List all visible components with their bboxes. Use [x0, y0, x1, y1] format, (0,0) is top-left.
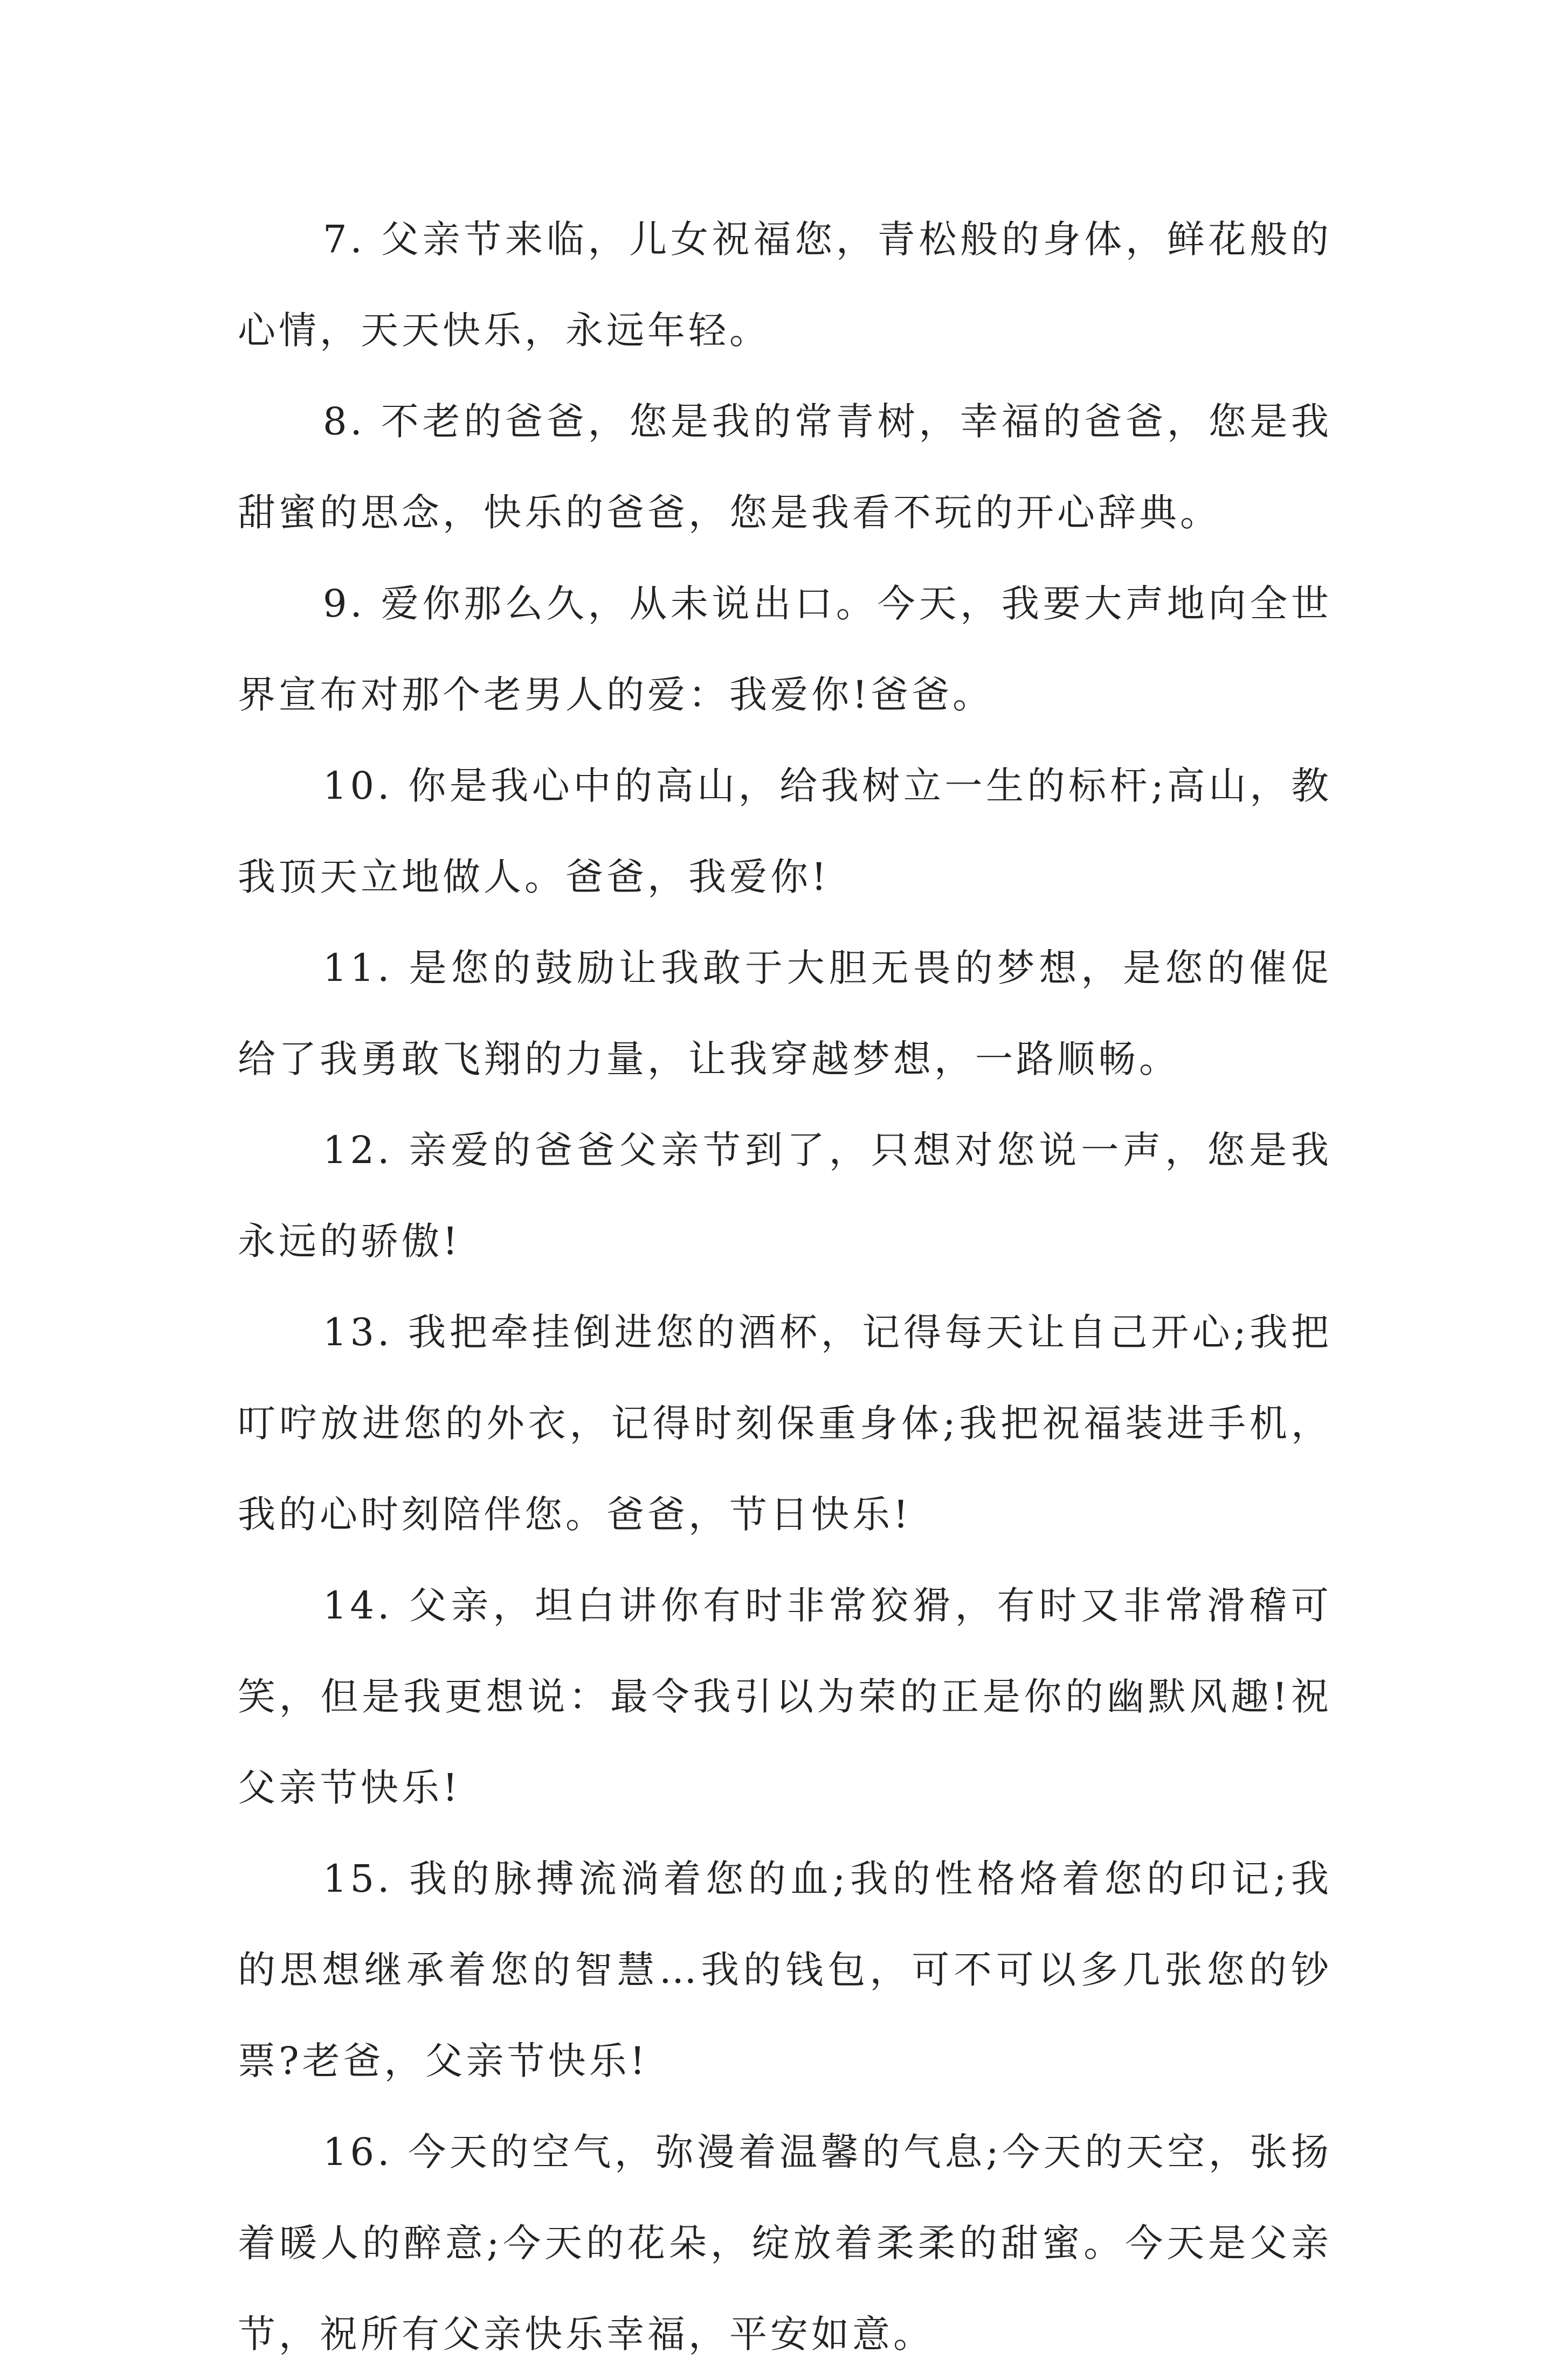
- paragraph-10: 10. 你是我心中的高山，给我树立一生的标杆;高山，教我顶天立地做人。爸爸，我爱你!: [238, 764, 1332, 899]
- paragraph-11: 11. 是您的鼓励让我敢于大胆无畏的梦想，是您的催促给了我勇敢飞翔的力量，让我穿越梦想，一路顺畅。: [238, 946, 1332, 1081]
- paragraph-15: 15. 我的脉搏流淌着您的血;我的性格烙着您的印记;我的思想继承着您的智慧…我的钱包，可不可以多几张您的钞票?老爸，父亲节快乐!: [238, 1857, 1332, 2083]
- paragraph-9: 9. 爱你那么久，从未说出口。今天，我要大声地向全世界宣布对那个老男人的爱：我爱你!爸爸。: [238, 582, 1332, 717]
- paragraph-16: 16. 今天的空气，弥漫着温馨的气息;今天的天空，张扬着暖人的醉意;今天的花朵，绽放着柔柔的甜蜜。今天是父亲节，祝所有父亲快乐幸福，平安如意。: [238, 2130, 1332, 2356]
- document-body: [238, 194, 1332, 2380]
- paragraph-8: 8. 不老的爸爸，您是我的常青树，幸福的爸爸，您是我甜蜜的思念，快乐的爸爸，您是我看不玩的开心辞典。: [238, 399, 1332, 535]
- paragraph-12: 12. 亲爱的爸爸父亲节到了，只想对您说一声，您是我永远的骄傲!: [238, 1128, 1332, 1263]
- paragraph-13: 13. 我把牵挂倒进您的酒杯，记得每天让自己开心;我把叮咛放进您的外衣，记得时刻保重身体;我把祝福装进手机，我的心时刻陪伴您。爸爸，节日快乐!: [238, 1310, 1332, 1537]
- paragraph-14: 14. 父亲，坦白讲你有时非常狡猾，有时又非常滑稽可笑，但是我更想说：最令我引以为荣的正是你的幽默风趣!祝父亲节快乐!: [238, 1583, 1332, 1810]
- paragraph-7: 7. 父亲节来临，儿女祝福您，青松般的身体，鲜花般的心情，天天快乐，永远年轻。: [238, 217, 1332, 352]
